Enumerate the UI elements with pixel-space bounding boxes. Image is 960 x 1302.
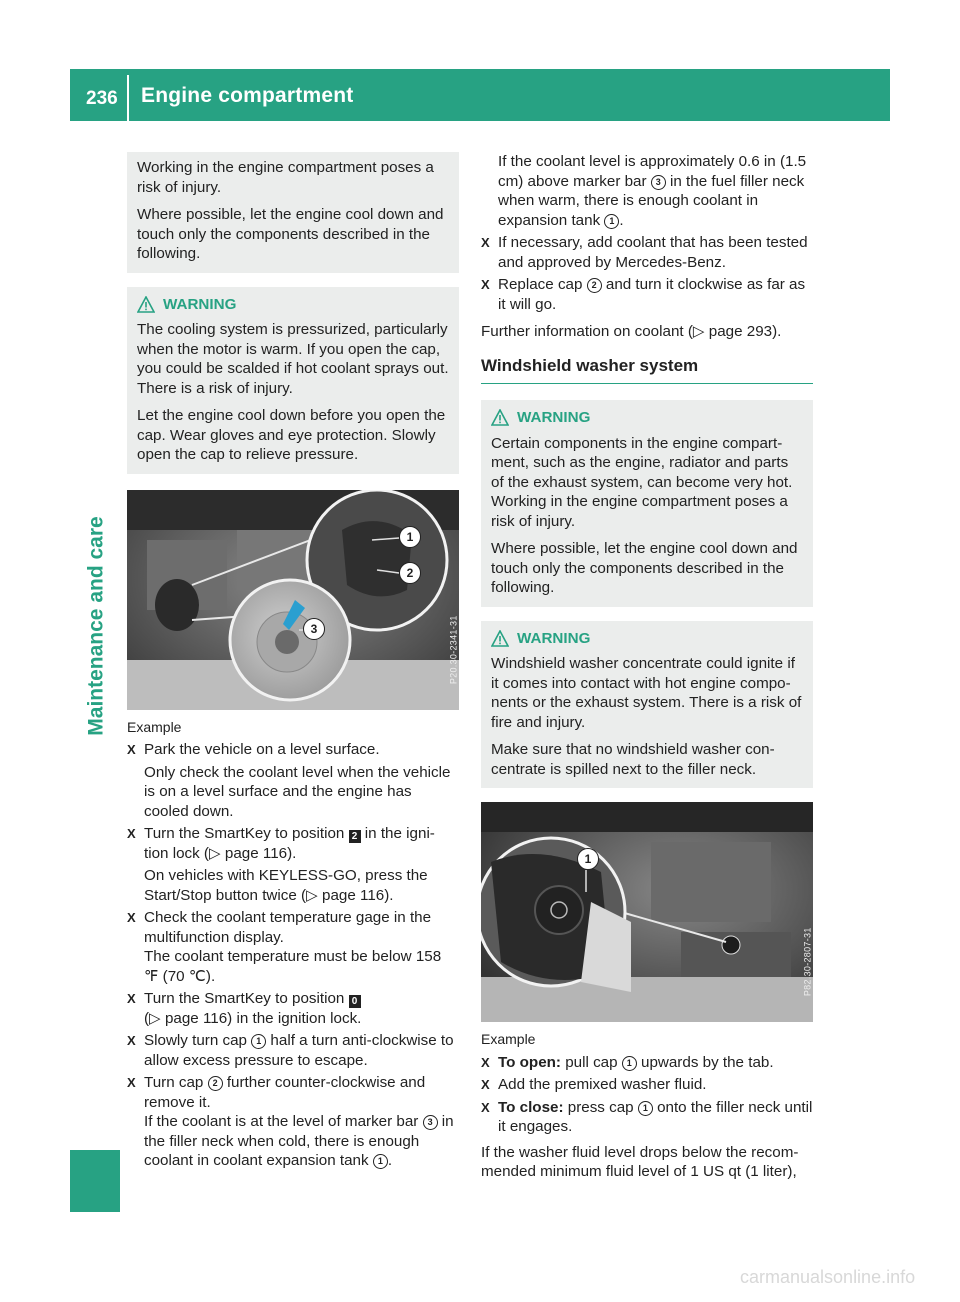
step-arrow-icon: X [127,991,136,1006]
step-arrow-icon: X [127,910,136,925]
step-arrow-icon: X [481,1054,490,1070]
step-arrow-icon: X [127,826,136,841]
step-text: To close: press cap 1 onto the filler neck until it engages. [498,1098,813,1135]
callout-number: 3 [423,1115,438,1130]
washer-reservoir-figure [481,802,813,1022]
watermark: carmanualsonline.info [740,1267,916,1287]
step-arrow-icon: X [127,1075,136,1090]
instruction-step [481,1075,813,1095]
callout-number: 2 [587,278,602,293]
instruction-step [127,824,459,905]
callout-1: 1 [577,848,599,870]
page-number: 236 [86,88,118,109]
right-column [481,152,813,1182]
step-text: Turn the SmartKey to position 0 (▷ page 116) in the ignition lock. [144,990,362,1027]
instruction-step [127,1031,459,1070]
warning-triangle-icon [137,296,155,313]
continued-note [481,152,813,230]
engine-photo-illustration [481,802,813,1022]
step-note: If the coolant level is approximately 0.6 in (1.5 cm) above marker bar 3 in the fuel filler neck when warm, there is enough coolant in expansion tank 1 . [498,153,807,229]
step-note: On vehicles with KEYLESS-GO, press the Start/Stop button twice (▷ page 116). [144,867,428,904]
warning-title: WARNING [163,295,237,313]
callout-number: 1 [604,214,619,229]
step-text: To open: pull cap 1 upwards by the tab. [498,1053,774,1071]
instruction-step [481,1098,813,1137]
figure-code: P20.30-2341-31 [448,614,459,684]
step-text: Replace cap 2 and turn it clockwise as far as it will go. [498,276,806,313]
warning-heading [491,629,805,649]
warning-text: Let the engine cool down before you open the cap. Wear gloves and eye protection. Slowly open the cap to relieve pressure. [137,407,446,463]
step-text: Add the premixed washer fluid. [498,1076,707,1093]
figure-caption: Example [127,718,182,735]
step-text: Turn cap 2 further counter-clockwise and remove it. [144,1074,426,1111]
instruction-step [481,233,813,272]
step-arrow-icon: X [127,1033,136,1048]
instruction-step [127,1073,459,1171]
callout-number: 1 [622,1056,637,1071]
instruction-step [127,989,459,1028]
step-text: Park the vehicle on a level surface. [144,741,380,758]
instruction-step [127,908,459,986]
info-box [127,152,459,273]
key-position-symbol: 0 [349,995,361,1008]
callout-1: 1 [399,526,421,548]
warning-text: Make sure that no windshield washer con- centrate is spilled next to the filler neck. [491,741,775,778]
warning-triangle-icon [491,409,509,426]
callout-number: 3 [651,175,666,190]
engine-photo-illustration [127,490,459,710]
callout-number: 1 [251,1034,266,1049]
warning-text: Windshield washer concentrate could ignite if it comes into contact with hot engine compo- nents or the exhaust system. There is a risk of fire and injury. [491,655,802,731]
info-text: Where possible, let the engine cool down and touch only the components described in the following. [137,206,444,262]
warning-box [481,621,813,789]
step-text: If necessary, add coolant that has been tested and approved by Mercedes-Benz. [498,234,808,271]
warning-box [127,287,459,474]
instruction-step [127,740,459,821]
step-text: Check the coolant temperature gage in the multifunction display. [144,909,432,946]
step-arrow-icon: X [481,235,490,250]
section-heading: Windshield washer system [481,356,813,385]
info-text: Working in the engine compartment poses a risk of injury. [137,159,434,196]
warning-text: Where possible, let the engine cool down and touch only the components described in the following. [491,540,798,596]
warning-text: Certain components in the engine compart- ment, such as the engine, radiator and parts of the exhaust system, can become very hot. Working in the engine compartment poses a risk of injury. [491,434,793,530]
page-reference[interactable]: ▷ page 116). [306,886,394,904]
callout-number: 1 [373,1154,388,1169]
step-arrow-icon: X [481,277,490,292]
page-title: Engine compartment [141,84,354,107]
key-position-symbol: 2 [349,830,361,843]
callout-2: 2 [399,562,421,584]
further-info[interactable]: Further information on coolant (▷ page 293). [481,323,782,340]
figure-caption: Example [481,1031,536,1047]
instruction-step [481,275,813,314]
step-arrow-icon: X [481,1077,490,1092]
warning-title: WARNING [517,629,591,647]
left-column [127,152,459,1171]
step-arrow-icon: X [127,742,136,757]
body-text: If the washer fluid level drops below the recom- mended minimum fluid level of 1 US qt (1 liter), [481,1143,799,1180]
instruction-step [481,1053,813,1073]
warning-title: WARNING [517,409,591,426]
step-note: If the coolant is at the level of marker bar 3 in the filler neck when cold, there is enough coolant in coolant expansion tank 1 . [144,1113,454,1169]
step-note: The coolant temperature must be below 158 ℉ (70 ℃). [144,948,442,985]
chapter-tab-marker [70,1150,120,1212]
page-reference[interactable]: ▷ page 116). [209,844,297,862]
warning-text: The cooling system is pressurized, particularly when the motor is warm. If you open the cap, you could be scalded if hot coolant sprays out. There is a risk of injury. [137,321,449,397]
warning-triangle-icon [491,630,509,647]
warning-heading [491,408,805,428]
warning-heading [137,295,451,315]
coolant-tank-figure [127,490,459,710]
header-divider [127,75,129,121]
page-reference[interactable]: (▷ page 116) in the ignition lock. [144,1009,362,1027]
step-note: Only check the coolant level when the vehicle is on a level surface and the engine has cooled down. [144,763,451,820]
callout-number: 1 [638,1101,653,1116]
warning-box [481,400,813,607]
chapter-side-label: Maintenance and care [84,516,108,736]
step-text: Slowly turn cap 1 half a turn anti-clockwise to allow excess pressure to escape. [144,1032,454,1069]
step-arrow-icon: X [481,1099,490,1115]
step-text: Turn the SmartKey to position 2 in the igni- tion lock (▷ page 116). [144,825,435,862]
figure-code: P82.30-2807-31 [802,927,813,997]
callout-3: 3 [303,618,325,640]
callout-number: 2 [208,1076,223,1091]
